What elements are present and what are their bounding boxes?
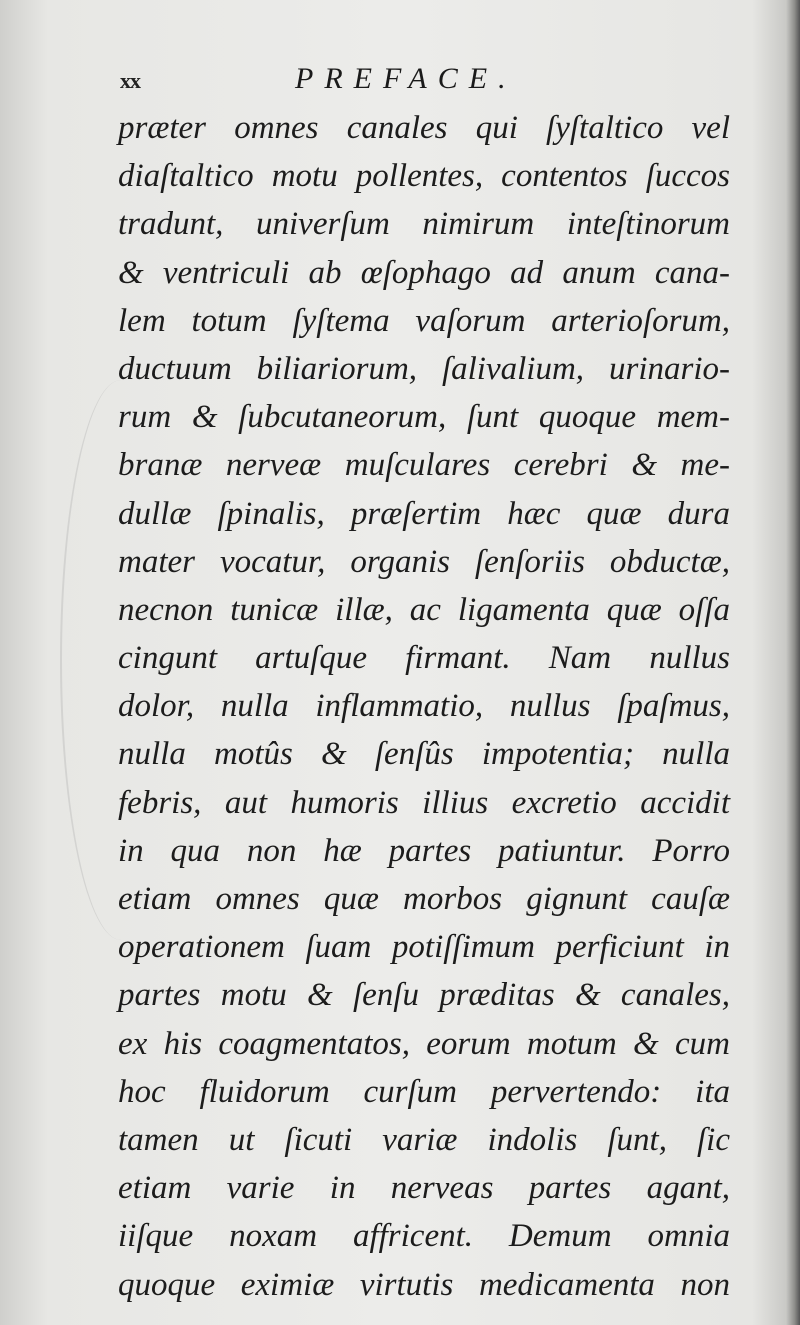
text-line: etiam omnes quæ morbos gignunt cauſæ <box>118 881 730 917</box>
text-line: lem totum ſyſtema vaſorum arterioſorum, <box>118 302 730 339</box>
text-line: iiſque noxam affricent. Demum omnia <box>118 1218 730 1255</box>
text-line: necnon tunicæ illæ, ac ligamenta quæ oſſa <box>118 591 730 628</box>
text-line: ductuum biliariorum, ſalivalium, urinario- <box>118 350 730 387</box>
text-line: dullæ ſpinalis, præſertim hæc quæ dura <box>118 495 730 532</box>
page-header <box>120 62 730 102</box>
text-line: operationem ſuam potiſſimum perficiunt in <box>118 929 730 966</box>
text-line: tamen ut ſicuti variæ indolis ſunt, ſic <box>118 1121 730 1158</box>
text-line: partes motu & ſenſu præditas & canales, <box>118 977 730 1014</box>
text-line: hoc fluidorum curſum pervertendo: ita <box>118 1073 730 1110</box>
page-number: xx <box>120 68 140 93</box>
text-line: præter omnes canales qui ſyſtaltico vel <box>118 110 730 146</box>
text-line: mater vocatur, organis ſenſoriis obductæ, <box>118 543 730 580</box>
text-line: tradunt, univerſum nimirum inteſtinorum <box>118 206 730 243</box>
text-line: diaſtaltico motu pollentes, contentos ſuccos <box>118 158 730 195</box>
text-line: & ventriculi ab œſophago ad anum cana- <box>118 254 730 291</box>
body-text <box>118 104 730 1309</box>
text-line: in qua non hæ partes patiuntur. Porro <box>118 832 730 869</box>
text-line: ex his coagmentatos, eorum motum & cum <box>118 1025 730 1062</box>
text-line: nulla motûs & ſenſûs impotentia; nulla <box>118 736 730 773</box>
page-gutter-shadow <box>786 0 800 1325</box>
text-line: dolor, nulla inflammatio, nullus ſpaſmus, <box>118 688 730 725</box>
text-line: rum & ſubcutaneorum, ſunt quoque mem- <box>118 399 730 436</box>
text-line: quoque eximiæ virtutis medicamenta non <box>118 1266 730 1303</box>
text-line: branæ nerveæ muſculares cerebri & me- <box>118 447 730 484</box>
text-line: cingunt artuſque firmant. Nam nullus <box>118 640 730 677</box>
text-line: etiam varie in nerveas partes agant, <box>118 1170 730 1207</box>
text-line: febris, aut humoris illius excretio accidit <box>118 784 730 821</box>
running-head: PREFACE. <box>295 62 517 95</box>
